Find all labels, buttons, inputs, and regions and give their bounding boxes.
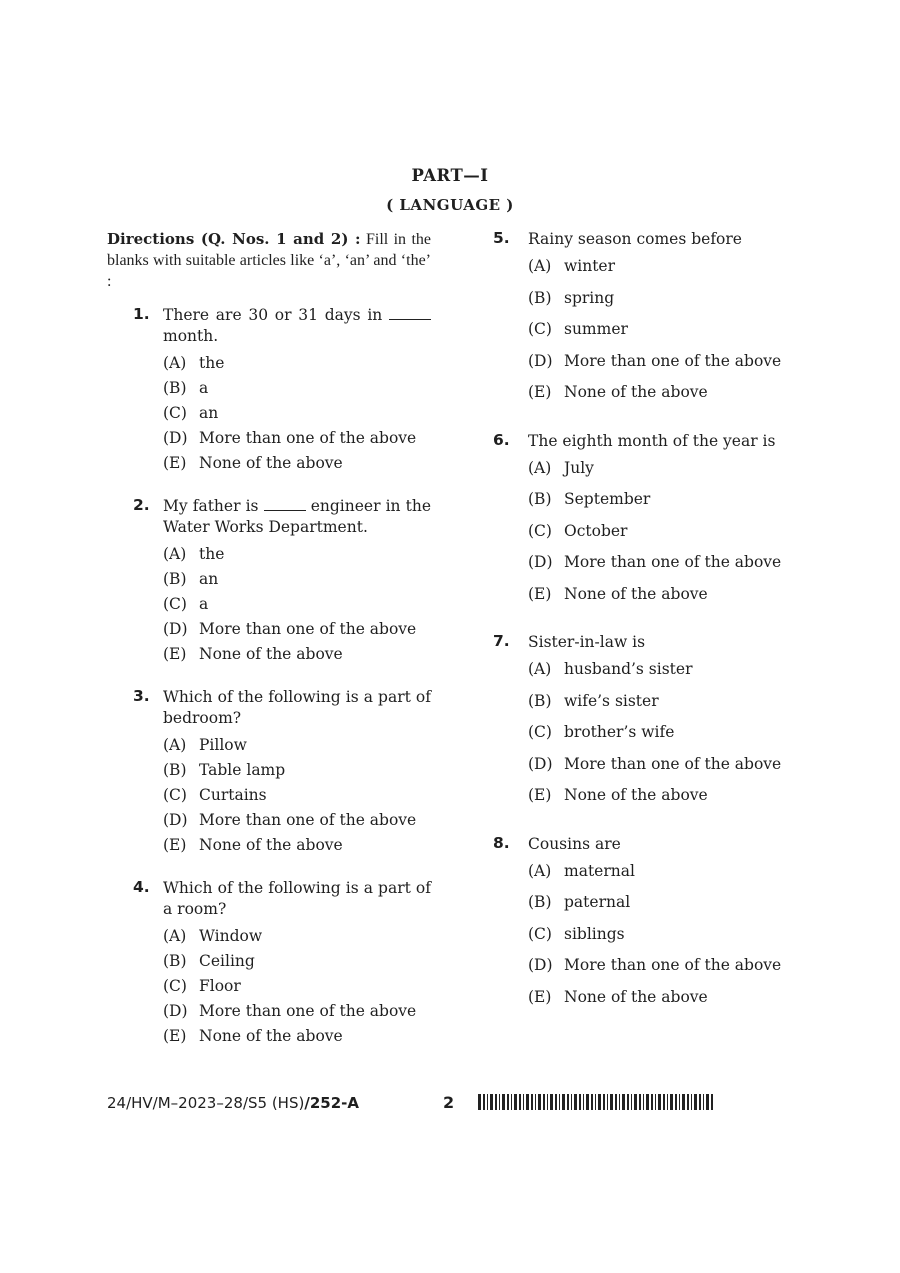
barcode-bar: [627, 1094, 629, 1110]
option-text: More than one of the above: [199, 429, 417, 447]
barcode-bar: [523, 1094, 524, 1110]
barcode-bar: [699, 1094, 701, 1110]
question-number: 3.: [133, 687, 150, 705]
question-3: [107, 687, 431, 858]
barcode-bar: [526, 1094, 529, 1110]
barcode-bar: [499, 1094, 500, 1110]
part-title: PART—I: [411, 166, 489, 185]
barcode-bar: [655, 1094, 656, 1110]
barcode-bar: [682, 1094, 685, 1110]
left-question-list: [107, 305, 431, 1049]
answer-option: [528, 547, 813, 579]
answer-option: [163, 351, 431, 376]
barcode-bar: [675, 1094, 677, 1110]
option-text: brother’s wife: [564, 723, 675, 741]
option-letter: (E): [528, 584, 552, 603]
option-letter: (A): [163, 545, 187, 563]
option-letter: (A): [528, 458, 552, 477]
option-letter: (C): [163, 977, 187, 995]
barcode-bar: [586, 1094, 589, 1110]
directions-lead: Directions (Q. Nos. 1 and 2) :: [107, 230, 361, 248]
question-4: [107, 878, 431, 1049]
option-letter: (B): [163, 570, 187, 588]
question-text-before: There are 30 or 31 days in: [163, 306, 389, 324]
section-title: ( LANGUAGE ): [386, 196, 514, 214]
option-letter: (C): [528, 924, 552, 943]
option-letter: (B): [163, 379, 187, 397]
question-text: Sister-in-law is: [528, 633, 646, 651]
option-letter: (D): [528, 956, 553, 974]
option-letter: (D): [528, 553, 553, 571]
option-letter: (B): [163, 761, 187, 779]
option-text: the: [199, 354, 225, 372]
answer-option: [528, 982, 813, 1014]
option-letter: (E): [163, 645, 187, 663]
question-number: 5.: [493, 229, 510, 247]
option-letter: (A): [163, 736, 187, 754]
page-number: 2: [443, 1093, 455, 1112]
barcode-bar: [691, 1094, 692, 1110]
barcode-bar: [643, 1094, 644, 1110]
right-column: [493, 229, 813, 1035]
barcode-bar: [519, 1094, 521, 1110]
answer-option: [528, 749, 813, 781]
option-text: None of the above: [564, 383, 708, 401]
option-letter: (E): [163, 1027, 187, 1045]
question-text: [163, 496, 431, 538]
question-text: Rainy season comes before: [528, 230, 742, 248]
barcode-bar: [495, 1094, 497, 1110]
barcode-bar: [547, 1094, 548, 1110]
question-text: [163, 305, 431, 347]
question-6: [493, 431, 813, 611]
option-text: None of the above: [564, 987, 708, 1006]
option-letter: (D): [163, 620, 188, 638]
barcode-bar: [583, 1094, 584, 1110]
option-text: Window: [199, 927, 263, 945]
answer-option: [528, 516, 813, 548]
barcode-bar: [711, 1094, 713, 1110]
option-letter: (B): [163, 952, 187, 970]
option-letter: (C): [163, 404, 187, 422]
fill-in-blank: [264, 496, 306, 511]
answer-option: [528, 283, 813, 315]
footer-code-plain: 24/HV/M–2023–28/S5 (HS): [107, 1094, 305, 1112]
option-letter: (C): [163, 595, 187, 613]
option-text: None of the above: [199, 836, 343, 854]
answer-option: [163, 924, 431, 949]
question-number: 1.: [133, 305, 150, 323]
option-letter: (B): [528, 893, 552, 911]
answer-option: [528, 856, 813, 888]
barcode-bar: [591, 1094, 593, 1110]
question-text: Cousins are: [528, 834, 621, 853]
answer-option: [163, 376, 431, 401]
answer-option: [528, 377, 813, 409]
option-text: More than one of the above: [564, 351, 782, 370]
option-text: Curtains: [199, 786, 267, 804]
option-text: siblings: [564, 924, 625, 943]
answer-option: [163, 758, 431, 783]
answer-option: [528, 717, 813, 749]
answer-option: [528, 686, 813, 718]
answer-option: [528, 251, 813, 283]
option-letter: (B): [528, 691, 552, 710]
option-text: wife’s sister: [564, 691, 659, 710]
option-letter: (A): [528, 861, 552, 880]
option-letter: (D): [163, 811, 188, 829]
answer-option: [163, 833, 431, 858]
option-text: maternal: [564, 861, 635, 880]
option-text: spring: [564, 288, 615, 307]
question-text: Which of the following is a part of bedroom?: [163, 688, 431, 727]
barcode-bar: [651, 1094, 653, 1110]
question-7: [493, 632, 813, 812]
barcode-bar: [478, 1094, 481, 1110]
barcode-bar: [531, 1094, 533, 1110]
answer-option: [528, 887, 813, 919]
barcode-bar: [634, 1094, 637, 1110]
answer-option: [528, 484, 813, 516]
question-text-after: month.: [163, 327, 219, 345]
option-text: a: [199, 379, 209, 397]
option-letter: (C): [528, 521, 552, 540]
answer-option: [163, 808, 431, 833]
answer-option: [163, 949, 431, 974]
option-text: More than one of the above: [199, 811, 417, 829]
barcode-bar: [646, 1094, 649, 1110]
barcode-bar: [559, 1094, 560, 1110]
option-text: More than one of the above: [564, 754, 782, 773]
barcode-bar: [511, 1094, 512, 1110]
barcode-bar: [502, 1094, 505, 1110]
barcode-bar: [622, 1094, 625, 1110]
barcode-bar: [670, 1094, 673, 1110]
option-letter: (E): [163, 454, 187, 472]
answer-option: [528, 780, 813, 812]
question-number: 7.: [493, 632, 510, 650]
answer-option: [163, 999, 431, 1024]
option-text: More than one of the above: [564, 553, 782, 571]
option-text: a: [199, 595, 209, 613]
right-question-list: [493, 229, 813, 1013]
option-letter: (A): [163, 354, 187, 372]
option-letter: (D): [528, 351, 553, 370]
barcode-bar: [550, 1094, 553, 1110]
option-letter: (A): [528, 660, 552, 678]
barcode-bar: [543, 1094, 545, 1110]
barcode-bar: [631, 1094, 632, 1110]
option-letter: (C): [528, 320, 552, 338]
answer-option: [528, 654, 813, 686]
barcode-bar: [607, 1094, 608, 1110]
option-letter: (C): [528, 723, 552, 741]
option-text: September: [564, 490, 651, 508]
barcode-bar: [679, 1094, 680, 1110]
barcode-bar: [595, 1094, 596, 1110]
barcode-bar: [598, 1094, 601, 1110]
barcode-bar: [694, 1094, 697, 1110]
answer-option: [528, 919, 813, 951]
question-1: [107, 305, 431, 476]
barcode-bar: [535, 1094, 536, 1110]
barcode-bar: [603, 1094, 605, 1110]
barcode-bar: [639, 1094, 641, 1110]
option-letter: (B): [528, 288, 552, 307]
answer-option: [163, 451, 431, 476]
answer-option: [163, 733, 431, 758]
option-text: None of the above: [199, 454, 343, 472]
option-text: None of the above: [564, 786, 708, 804]
barcode-bar: [507, 1094, 509, 1110]
option-letter: (D): [163, 1002, 188, 1020]
answer-option: [163, 401, 431, 426]
option-text: More than one of the above: [199, 620, 417, 638]
option-letter: (E): [528, 786, 552, 804]
option-letter: (E): [163, 836, 187, 854]
barcode-bar: [555, 1094, 557, 1110]
option-text: Ceiling: [199, 952, 255, 970]
answer-option: [528, 950, 813, 982]
question-number: 6.: [493, 430, 510, 449]
question-number: 8.: [493, 833, 510, 852]
question-text: The eighth month of the year is: [528, 431, 776, 450]
option-letter: (D): [528, 754, 553, 773]
question-5: [493, 229, 813, 409]
barcode-bar: [615, 1094, 617, 1110]
barcode-bar: [667, 1094, 668, 1110]
option-text: More than one of the above: [564, 956, 782, 974]
answer-option: [163, 1024, 431, 1049]
barcode: [478, 1094, 714, 1110]
answer-option: [163, 567, 431, 592]
option-text: None of the above: [564, 584, 708, 603]
question-2: [107, 496, 431, 667]
barcode-bar: [703, 1094, 704, 1110]
answer-option: [163, 974, 431, 999]
option-text: an: [199, 570, 219, 588]
answer-option: [528, 314, 813, 346]
option-letter: (A): [163, 927, 187, 945]
answer-option: [528, 453, 813, 485]
question-8: [493, 834, 813, 1014]
barcode-bar: [514, 1094, 517, 1110]
barcode-bar: [574, 1094, 577, 1110]
barcode-bar: [610, 1094, 613, 1110]
left-column: [107, 229, 431, 1069]
question-number: 2.: [133, 496, 150, 514]
option-text: Floor: [199, 977, 241, 995]
barcode-bar: [487, 1094, 488, 1110]
question-number: 4.: [133, 878, 150, 896]
option-text: paternal: [564, 893, 631, 911]
option-text: the: [199, 545, 225, 563]
answer-option: [163, 542, 431, 567]
answer-option: [528, 346, 813, 378]
footer-code: [107, 1094, 359, 1112]
option-text: None of the above: [199, 645, 343, 663]
option-text: July: [564, 458, 594, 477]
barcode-bar: [538, 1094, 541, 1110]
barcode-bar: [579, 1094, 581, 1110]
barcode-bar: [706, 1094, 709, 1110]
barcode-bar: [619, 1094, 620, 1110]
answer-option: [528, 579, 813, 611]
question-text-after: engineer in the Water Works Department.: [163, 497, 431, 536]
option-letter: (A): [528, 257, 552, 275]
option-text: Pillow: [199, 736, 247, 754]
barcode-bar: [567, 1094, 569, 1110]
barcode-bar: [483, 1094, 485, 1110]
answer-option: [163, 426, 431, 451]
option-text: an: [199, 404, 219, 422]
answer-option: [163, 592, 431, 617]
option-text: More than one of the above: [199, 1002, 417, 1020]
barcode-bar: [663, 1094, 665, 1110]
option-text: winter: [564, 257, 616, 275]
question-text-before: My father is: [163, 497, 264, 515]
answer-option: [163, 783, 431, 808]
option-text: October: [564, 521, 628, 540]
answer-option: [163, 642, 431, 667]
footer-code-bold: /252-A: [304, 1094, 359, 1112]
answer-option: [163, 617, 431, 642]
barcode-bar: [687, 1094, 689, 1110]
barcode-bar: [490, 1094, 493, 1110]
directions: [107, 229, 431, 292]
fill-in-blank: [389, 305, 431, 320]
option-text: husband’s sister: [564, 660, 693, 678]
option-text: None of the above: [199, 1027, 343, 1045]
option-letter: (D): [163, 429, 188, 447]
barcode-bar: [562, 1094, 565, 1110]
question-text: Which of the following is a part of a room?: [163, 879, 431, 918]
option-letter: (E): [528, 383, 552, 401]
option-letter: (C): [163, 786, 187, 804]
directions-text: Fill in the blanks with suitable articles like ‘a’, ‘an’ and ‘the’ :: [107, 231, 431, 290]
barcode-bar: [571, 1094, 572, 1110]
option-letter: (B): [528, 490, 552, 508]
option-letter: (E): [528, 987, 552, 1006]
option-text: summer: [564, 320, 628, 338]
barcode-bar: [658, 1094, 661, 1110]
option-text: Table lamp: [199, 761, 286, 779]
